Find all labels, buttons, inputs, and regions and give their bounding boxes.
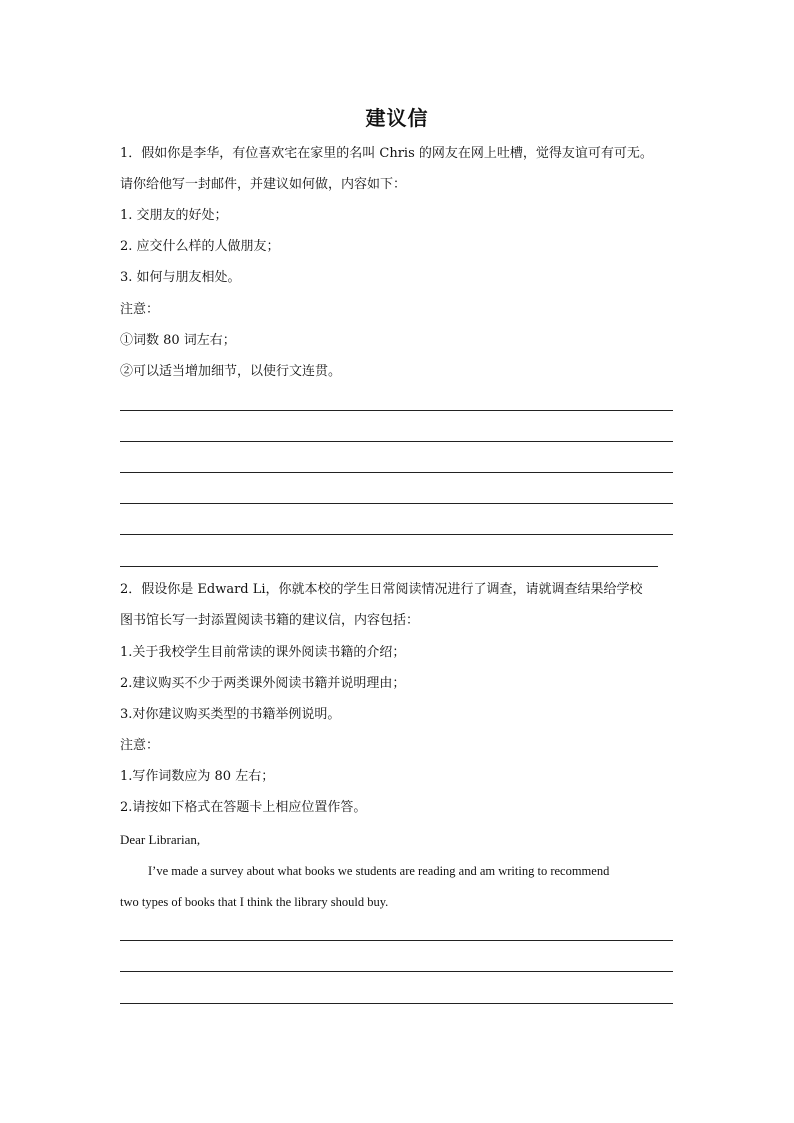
letter-body-line1: I’ve made a survey about what books we students are reading and am writing to recommend — [148, 864, 610, 878]
letter-salutation: Dear Librarian, — [120, 832, 201, 847]
answer-line — [120, 971, 673, 972]
q2-prompt-line1: 2．假设你是 Edward Li，你就本校的学生日常阅读情况进行了调查，请就调查结果给学校 — [120, 582, 643, 597]
q2-prompt-line2: 图书馆长写一封添置阅读书籍的建议信，内容包括： — [120, 613, 420, 628]
answer-line — [120, 441, 673, 442]
answer-line — [120, 940, 673, 941]
q1-note-1: ①词数 80 词左右； — [120, 333, 236, 348]
q1-point-2: 2. 应交什么样的人做朋友； — [120, 239, 280, 254]
answer-line — [120, 534, 673, 535]
q2-note-1: 1.写作词数应为 80 左右； — [120, 769, 275, 784]
answer-line — [120, 503, 673, 504]
q2-point-3: 3.对你建议购买类型的书籍举例说明。 — [120, 707, 341, 722]
q1-point-1: 1. 交朋友的好处； — [120, 208, 228, 223]
q1-point-3: 3. 如何与朋友相处。 — [120, 270, 241, 285]
answer-line — [120, 566, 658, 567]
q1-prompt-line2: 请你给他写一封邮件，并建议如何做，内容如下： — [120, 177, 407, 192]
answer-line — [120, 410, 673, 411]
answer-line — [120, 1003, 673, 1004]
q1-prompt-line1: 1．假如你是李华，有位喜欢宅在家里的名叫 Chris 的网友在网上吐槽，觉得友谊可有可无。 — [120, 146, 653, 161]
q1-note-2: ②可以适当增加细节，以使行文连贯。 — [120, 364, 342, 379]
answer-line — [120, 472, 673, 473]
q2-point-2: 2.建议购买不少于两类课外阅读书籍并说明理由； — [120, 676, 406, 691]
q1-note-label: 注意： — [120, 302, 160, 317]
q2-note-2: 2.请按如下格式在答题卡上相应位置作答。 — [120, 800, 367, 815]
q2-note-label: 注意： — [120, 738, 160, 753]
page-title: 建议信 — [365, 106, 429, 130]
q2-point-1: 1.关于我校学生目前常读的课外阅读书籍的介绍； — [120, 645, 406, 660]
letter-body-line2: two types of books that I think the library should buy. — [120, 895, 389, 909]
